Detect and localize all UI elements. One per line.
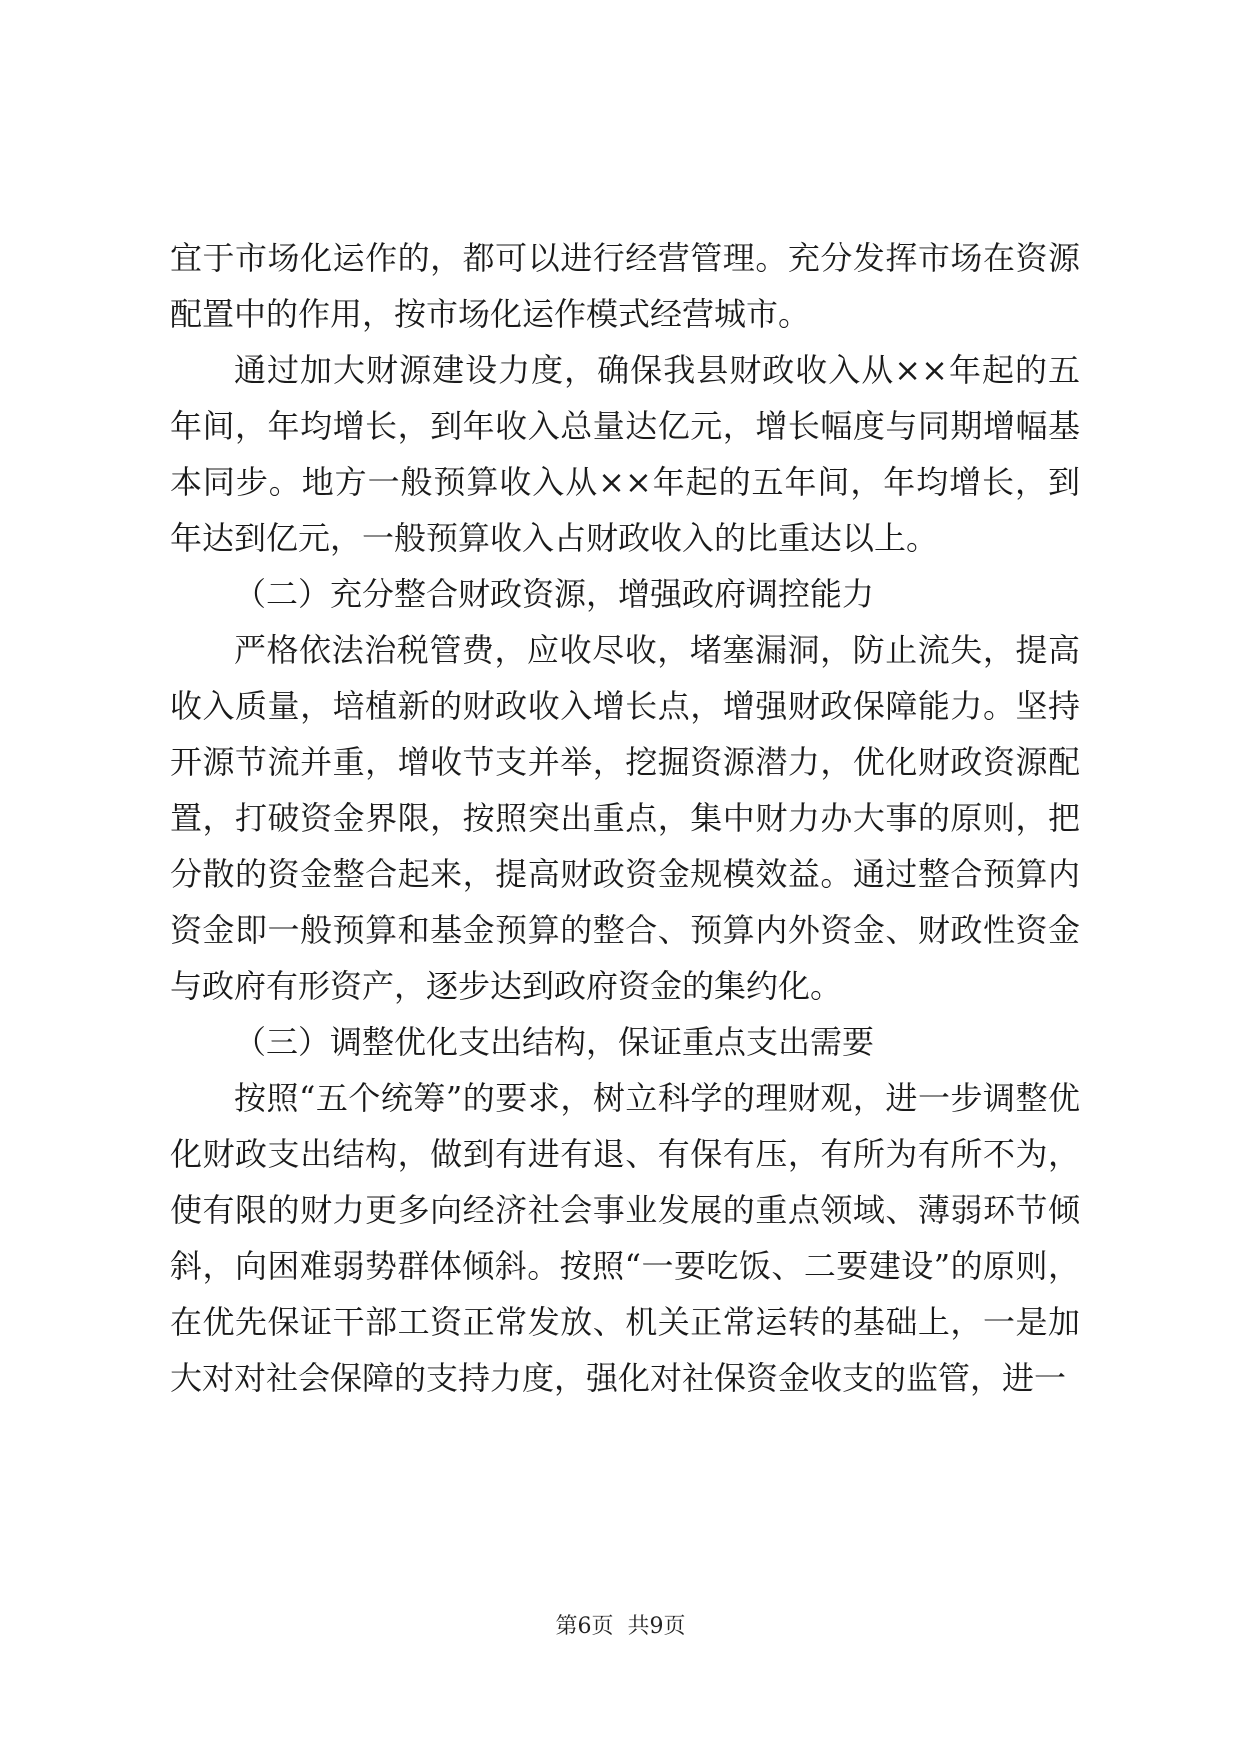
paragraph-2: 通过加大财源建设力度，确保我县财政收入从××年起的五年间，年均增长，到年收入总量达亿元，增长幅度与同期增幅基本同步。地方一般预算收入从××年起的五年间，年均增长，到年达到亿元，一般预算收入占财政收入的比重达以上。 (170, 351, 1080, 557)
section-heading-2: （二）充分整合财政资源，增强政府调控能力 (234, 575, 875, 613)
page-number: 第6页 (555, 1614, 614, 1639)
paragraph-1: 宜于市场化运作的，都可以进行经营管理。充分发挥市场在资源配置中的作用，按市场化运作模式经营城市。 (170, 239, 1080, 333)
paragraph-3: 严格依法治税管费，应收尽收，堵塞漏洞，防止流失，提高收入质量，培植新的财政收入增长点，增强财政保障能力。坚持开源节流并重，增收节支并举，挖掘资源潜力，优化财政资源配置，打破资金界限，按照突出重点，集中财力办大事的原则，把分散的资金整合起来，提高财政资金规模效益。通过整合预算内资金即一般预算和基金预算的整合、预算内外资金、财政性资金与政府有形资产，逐步达到政府资金的集约化。 (170, 631, 1080, 1005)
document-body (170, 230, 1080, 1406)
section-heading-3: （三）调整优化支出结构，保证重点支出需要 (234, 1023, 875, 1061)
page-footer (0, 1612, 1241, 1642)
paragraph-4: 按照“五个统筹”的要求，树立科学的理财观，进一步调整优化财政支出结构，做到有进有退、有保有压，有所为有所不为，使有限的财力更多向经济社会事业发展的重点领域、薄弱环节倾斜，向困难弱势群体倾斜。按照“一要吃饭、二要建设”的原则，在优先保证干部工资正常发放、机关正常运转的基础上，一是加大对对社会保障的支持力度，强化对社保资金收支的监管，进一 (170, 1079, 1080, 1397)
page-total: 共9页 (627, 1614, 686, 1639)
